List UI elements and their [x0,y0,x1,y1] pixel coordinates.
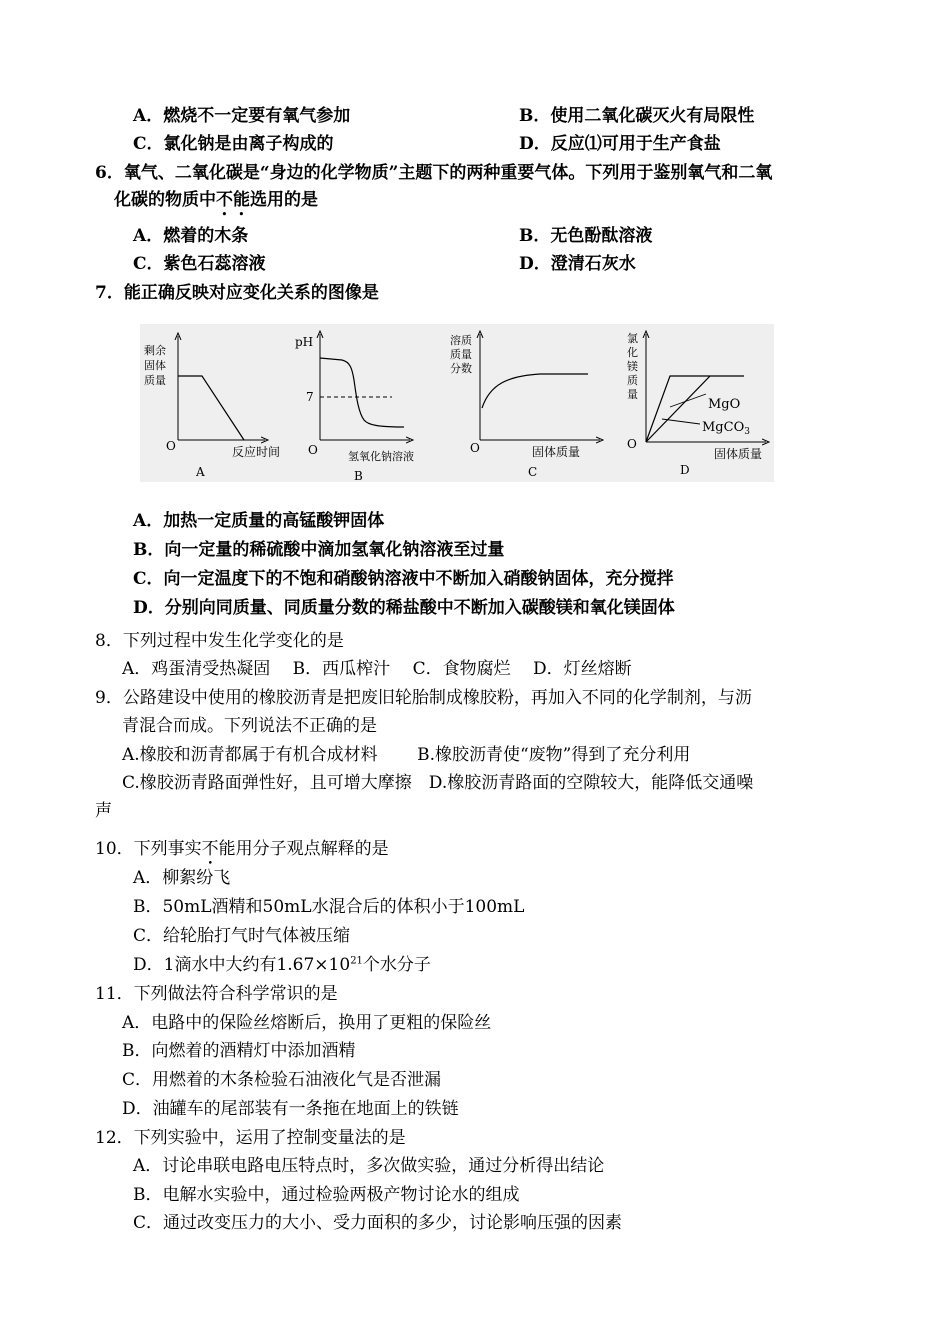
q6-stem-line2 [114,188,318,220]
q11-option-c: C．用燃着的木条检验石油液化气是否泄漏 [122,1070,442,1090]
q5-option-d: D．反应⑴可用于生产食盐 [519,134,721,154]
graph-b-xlabel: 氢氧化钠溶液 [348,450,414,463]
q9-options-ab: A.橡胶和沥青都属于有机合成材料 B.橡胶沥青使“废物”得到了充分利用 [122,745,691,765]
q5-option-b: B．使用二氧化碳灭火有局限性 [519,106,755,126]
q7-graphs-figure [140,324,774,482]
graph-a-ylabel: 剩余 固体 质量 [144,344,166,387]
graph-d-mgco3-pointer [662,419,700,424]
graph-b-mark-7: 7 [306,390,314,404]
q7-option-c: C．向一定温度下的不饱和硝酸钠溶液中不断加入硝酸钠固体，充分搅拌 [133,569,674,589]
q10-option-c: C．给轮胎打气时气体被压缩 [133,926,351,946]
graph-a-curve [178,376,244,440]
graph-d-ylabel: 氯 化 镁 质 量 [627,332,638,401]
q8-options: A．鸡蛋清受热凝固 B．西瓜榨汁 C．食物腐烂 D．灯丝熔断 [122,659,632,679]
q11-option-a: A．电路中的保险丝熔断后，换用了更粗的保险丝 [122,1013,492,1033]
q7-option-a: A．加热一定质量的高锰酸钾固体 [133,511,385,531]
graph-c-origin: O [470,441,480,455]
graph-d [627,331,766,477]
q6-option-b: B．无色酚酞溶液 [519,226,653,246]
q10-exponent: 21 [350,955,363,967]
graph-c-tag: C [528,465,538,479]
q11-option-d: D．油罐车的尾部装有一条拖在地面上的铁链 [122,1099,459,1119]
q5-option-a: A．燃烧不一定要有氧气参加 [133,106,351,126]
q6-stem-line1: 6．氧气、二氧化碳是“身边的化学物质”主题下的两种重要气体。下列用于鉴别氧气和二氧 [95,163,773,183]
q9-tail: 声 [95,801,112,821]
q6-emphasis: 不能 [216,190,250,210]
graph-a-origin: O [166,439,176,453]
q12-stem: 12．下列实验中，运用了控制变量法的是 [95,1128,406,1148]
graph-c-ylabel: 溶质 质量 分数 [450,334,472,375]
graph-d-mgo-line [646,376,710,442]
graph-b-curve [320,358,404,427]
q5-option-c: C．氯化钠是由离子构成的 [133,134,334,154]
q10-option-d [133,953,431,977]
graph-d-xlabel: 固体质量 [714,447,763,461]
q12-option-c: C．通过改变压力的大小、受力面积的多少，讨论影响压强的因素 [133,1213,623,1233]
graph-d-tag: D [680,463,690,477]
graph-c-xlabel: 固体质量 [532,445,581,459]
q7-option-d: D．分别向同质量、同质量分数的稀盐酸中不断加入碳酸镁和氧化镁固体 [133,598,675,618]
q10-option-d-text-end: 个水分子 [362,955,431,975]
q10-stem [95,837,389,869]
q7-stem: 7．能正确反映对应变化关系的图像是 [95,283,379,303]
graph-a-xlabel: 反应时间 [232,445,281,459]
q10-option-a: A．柳絮纷飞 [133,868,231,888]
graph-c-curve [482,374,588,408]
q6-stem-text-end: 选用的是 [250,190,318,210]
q6-option-a: A．燃着的木条 [133,226,249,246]
q10-emphasis: 不 [201,839,219,859]
q8-stem: 8．下列过程中发生化学变化的是 [95,631,344,651]
q12-option-b: B．电解水实验中，通过检验两极产物讨论水的组成 [133,1185,520,1205]
graph-d-label-mgco3: MgCO$_3$ [702,420,750,437]
graph-c [450,333,600,479]
q9-stem-line1: 9．公路建设中使用的橡胶沥青是把废旧轮胎制成橡胶粉，再加入不同的化学制剂，与沥 [95,688,752,708]
graph-b-origin: O [308,443,318,457]
graph-a [144,336,280,479]
q6-option-c: C．紫色石蕊溶液 [133,254,266,274]
q12-option-a: A．讨论串联电路电压特点时，多次做实验，通过分析得出结论 [133,1156,605,1176]
graph-d-mgo-pointer [670,394,706,407]
q7-option-b: B．向一定量的稀硫酸中滴加氢氧化钠溶液至过量 [133,540,505,560]
q10-stem-text-end: 能用分子观点解释的是 [218,839,389,859]
graph-d-origin: O [627,437,637,451]
q6-option-d: D．澄清石灰水 [519,254,636,274]
q10-option-b: B．50mL酒精和50mL水混合后的体积小于100mL [133,897,525,917]
q10-option-d-text: D．1滴水中大约有1.67×10 [133,955,351,975]
q10-stem-text: 10．下列事实 [95,839,202,859]
graph-b [295,334,414,482]
q11-stem: 11．下列做法符合科学常识的是 [95,984,338,1004]
graph-a-tag: A [196,465,205,479]
q9-stem-line2: 青混合而成。下列说法不正确的是 [122,716,377,736]
q11-option-b: B．向燃着的酒精灯中添加酒精 [122,1041,356,1061]
q7-graphs-svg [140,324,774,482]
graph-b-ylabel: pH [295,335,314,349]
graph-d-label-mgo: MgO [708,397,741,412]
q9-options-cd: C.橡胶沥青路面弹性好，且可增大摩擦 D.橡胶沥青路面的空隙较大，能降低交通噪 [122,773,754,793]
q6-stem-text: 化碳的物质中 [114,190,216,210]
graph-b-tag: B [354,469,363,482]
